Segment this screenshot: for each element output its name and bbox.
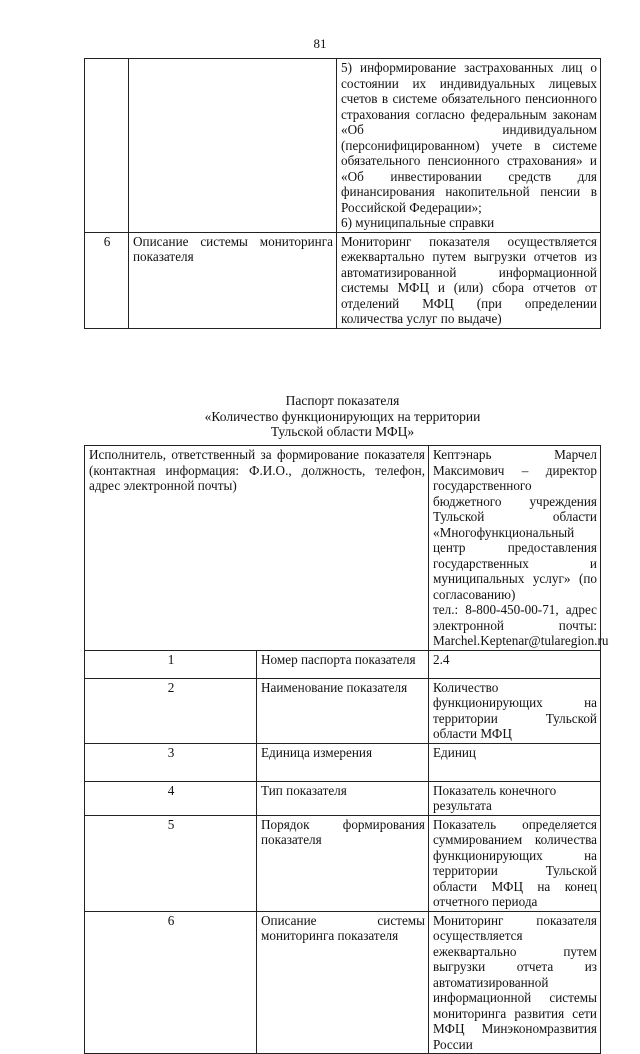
table-cell-number: 6	[85, 232, 129, 328]
table-cell-value: Единиц	[429, 743, 601, 781]
table-cell-name: Описание системы мониторинга показателя	[257, 911, 429, 1054]
table-cell-value: Показатель определяется суммированием количества функционирующих на территории Тульской области МФЦ на конец отчетного периода	[429, 815, 601, 911]
table-cell-number	[85, 59, 129, 233]
list-item: 6) муниципальные справки	[341, 215, 495, 230]
table-cell-value: 2.4	[429, 650, 601, 678]
table-row	[85, 678, 601, 743]
indicator-table-continued	[84, 58, 601, 329]
table-row	[85, 446, 601, 651]
table-cell-number: 5	[85, 815, 257, 911]
table-cell-name: Наименование показателя	[257, 678, 429, 743]
passport-heading-line: «Количество функционирующих на территории	[204, 408, 481, 424]
table-cell-number: 3	[85, 743, 257, 781]
table-cell-value: Количество функционирующих на территории Тульской области МФЦ	[429, 678, 601, 743]
table-cell-name	[129, 59, 337, 233]
table-cell-value	[337, 59, 601, 233]
table-cell-name: Тип показателя	[257, 781, 429, 815]
table-row	[85, 911, 601, 1054]
passport-heading	[84, 393, 601, 440]
table-cell-value: Показатель конечного результата	[429, 781, 601, 815]
table-cell-number: 6	[85, 911, 257, 1054]
executor-value-cell	[429, 446, 609, 651]
table-cell-number: 2	[85, 678, 257, 743]
table-cell-number: 1	[85, 650, 257, 678]
executor-label-cell: Исполнитель, ответственный за формирование показателя (контактная информация: Ф.И.О., должность, телефон, адрес электронной почты)	[85, 446, 429, 651]
list-item: 5) информирование застрахованных лиц о состоянии их индивидуальных лицевых счетов в системе обязательного пенсионного страхования согласно федеральным законам «Об индивидуальном (персонифицированном) учете в системе обязательного пенсионного страхования» и «Об инвестировании средств для финансирования накопительной пенсии в Российской Федерации»;	[341, 60, 597, 215]
table-cell-value: Мониторинг показателя осуществляется ежеквартально путем выгрузки отчетов из автоматизированной информационной системы МФЦ и (или) сбора отчетов от отделений МФЦ (при определении количества услуг по выдаче)	[337, 232, 601, 328]
passport-table	[84, 445, 609, 1054]
table-row	[85, 743, 601, 781]
table-row	[85, 781, 601, 815]
table-row	[85, 650, 601, 678]
table-cell-name: Единица измерения	[257, 743, 429, 781]
table-row	[85, 815, 601, 911]
table-row	[85, 232, 601, 328]
table-cell-number: 4	[85, 781, 257, 815]
table-cell-name: Номер паспорта показателя	[257, 650, 429, 678]
table-cell-name: Описание системы мониторинга показателя	[129, 232, 337, 328]
passport-heading-line: Тульской области МФЦ»	[270, 424, 415, 439]
passport-heading-line: Паспорт показателя	[285, 393, 400, 408]
table-cell-value: Мониторинг показателя осуществляется ежеквартально путем выгрузки отчета из автоматизированной информационной системы мониторинга развития сети МФЦ Минэкономразвития России	[429, 911, 601, 1054]
page-number: 81	[313, 36, 327, 51]
table-cell-name: Порядок формирования показателя	[257, 815, 429, 911]
table-row	[85, 59, 601, 233]
executor-value: Кептэнарь Марчел Максимович – директор государственного бюджетного учреждения Тульской области «Многофункциональный центр предоставления государственных и муниципальных услуг» (по согласованию)	[433, 447, 597, 602]
executor-contacts: тел.: 8-800-450-00-71, адрес электронной почты: Marchel.Keptenar@tularegion.ru	[433, 602, 609, 648]
